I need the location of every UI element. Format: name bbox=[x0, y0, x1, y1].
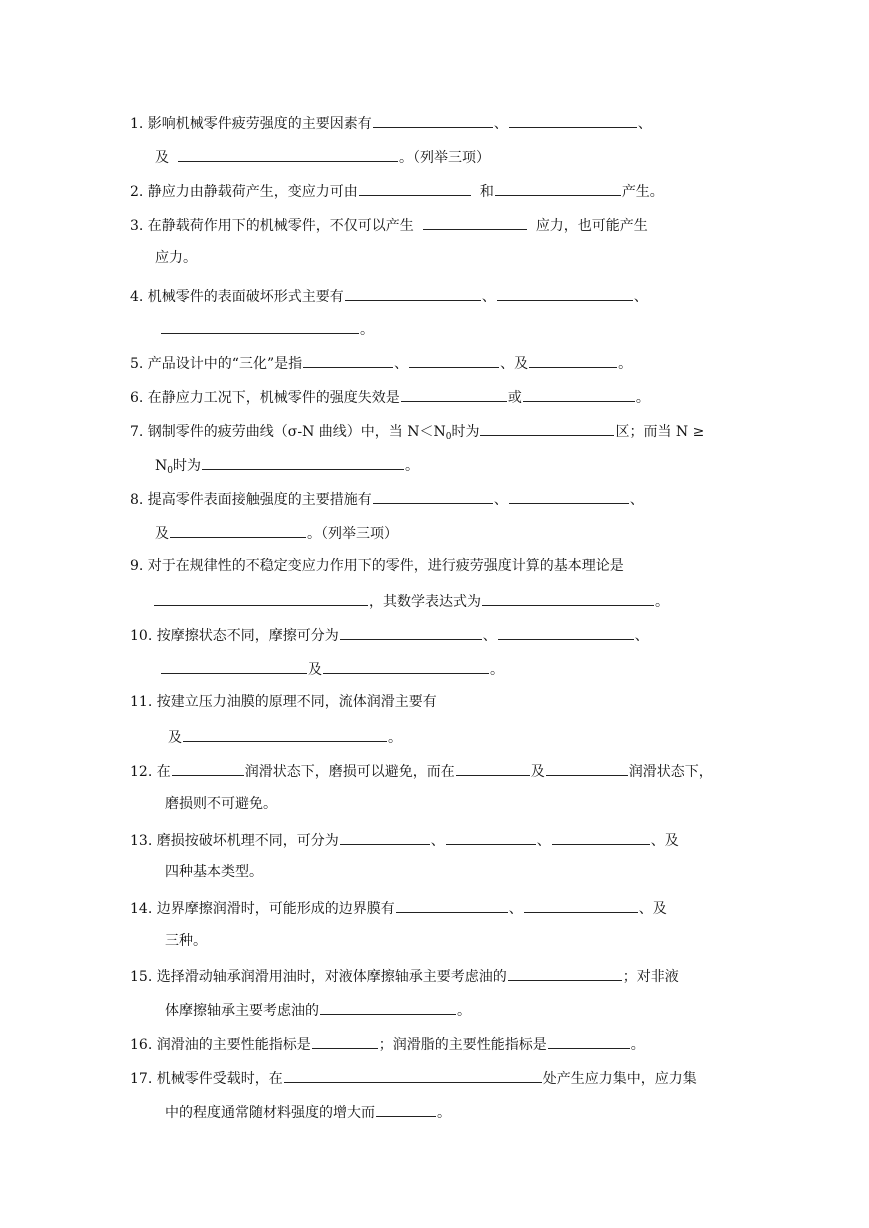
answer-blank[interactable] bbox=[401, 386, 507, 402]
question-11 bbox=[130, 692, 437, 712]
question-8: 8. 提高零件表面接触强度的主要措施有 、 、 bbox=[130, 488, 644, 508]
answer-blank[interactable] bbox=[456, 760, 530, 776]
question-2: 2. 静应力由静载荷产生，变应力可由 和 产生。 bbox=[130, 180, 664, 200]
answer-blank[interactable] bbox=[202, 454, 404, 470]
answer-blank[interactable] bbox=[396, 897, 508, 913]
question-15-text: 15. 选择滑动轴承润滑用油时，对液体摩擦轴承主要考虑油的 bbox=[130, 969, 507, 985]
answer-blank[interactable] bbox=[509, 112, 637, 128]
question-4: 4. 机械零件的表面破坏形式主要有 、 、 bbox=[130, 285, 648, 305]
answer-blank[interactable] bbox=[546, 760, 628, 776]
question-1: 1. 影响机械零件疲劳强度的主要因素有 、 、 bbox=[130, 112, 652, 132]
answer-blank[interactable] bbox=[409, 352, 499, 368]
answer-blank[interactable] bbox=[552, 829, 650, 845]
question-9-cont: ，其数学表达式为 。 bbox=[153, 590, 669, 610]
question-6-text: 6. 在静应力工况下，机械零件的强度失效是 bbox=[130, 390, 400, 406]
answer-blank[interactable] bbox=[183, 726, 387, 742]
answer-blank[interactable] bbox=[508, 965, 622, 981]
answer-blank[interactable] bbox=[497, 285, 633, 301]
question-3: 3. 在静载荷作用下的机械零件，不仅可以产生 应力，也可能产生 bbox=[130, 214, 648, 234]
question-8-text: 8. 提高零件表面接触强度的主要措施有 bbox=[130, 492, 372, 508]
answer-blank[interactable] bbox=[154, 590, 368, 606]
question-11-cont: 及 。 bbox=[168, 726, 402, 746]
question-12-text: 12. 在 bbox=[130, 764, 171, 780]
question-12-cont: 磨损则不可避免。 bbox=[165, 796, 277, 812]
answer-blank[interactable] bbox=[529, 352, 617, 368]
answer-blank[interactable] bbox=[340, 624, 482, 640]
answer-blank[interactable] bbox=[340, 829, 430, 845]
answer-blank[interactable] bbox=[423, 214, 527, 230]
answer-blank[interactable] bbox=[373, 488, 493, 504]
answer-blank[interactable] bbox=[548, 1033, 630, 1049]
answer-blank[interactable] bbox=[170, 522, 306, 538]
answer-blank[interactable] bbox=[524, 897, 638, 913]
question-4-text: 4. 机械零件的表面破坏形式主要有 bbox=[130, 289, 344, 305]
answer-blank[interactable] bbox=[498, 624, 634, 640]
question-16: 16. 润滑油的主要性能指标是 ；润滑脂的主要性能指标是 。 bbox=[130, 1033, 645, 1053]
answer-blank[interactable] bbox=[323, 658, 489, 674]
answer-blank[interactable] bbox=[495, 180, 621, 196]
answer-blank[interactable] bbox=[482, 590, 654, 606]
answer-blank[interactable] bbox=[446, 829, 536, 845]
question-5: 5. 产品设计中的“三化”是指 、 、及 。 bbox=[130, 352, 632, 372]
question-14-cont: 三种。 bbox=[165, 933, 207, 949]
question-9 bbox=[130, 556, 624, 576]
question-13-text: 13. 磨损按破坏机理不同，可分为 bbox=[130, 833, 339, 849]
question-12: 12. 在 润滑状态下，磨损可以避免，而在 及 润滑状态下， bbox=[130, 760, 713, 780]
question-4-cont: 。 bbox=[160, 318, 374, 338]
question-3-cont: 应力。 bbox=[155, 250, 197, 266]
answer-blank[interactable] bbox=[312, 1033, 378, 1049]
question-1-cont: 及 。（列举三项） bbox=[155, 146, 490, 166]
question-1-text: 1. 影响机械零件疲劳强度的主要因素有 bbox=[130, 116, 372, 132]
answer-blank[interactable] bbox=[523, 386, 635, 402]
answer-blank[interactable] bbox=[172, 760, 244, 776]
question-10: 10. 按摩擦状态不同，摩擦可分为 、 、 bbox=[130, 624, 649, 644]
answer-blank[interactable] bbox=[178, 146, 398, 162]
question-10-text: 10. 按摩擦状态不同，摩擦可分为 bbox=[130, 628, 339, 644]
answer-blank[interactable] bbox=[359, 180, 471, 196]
answer-blank[interactable] bbox=[376, 1101, 436, 1117]
question-5-text: 5. 产品设计中的“三化”是指 bbox=[130, 356, 303, 372]
question-13: 13. 磨损按破坏机理不同，可分为 、 、 、及 bbox=[130, 829, 679, 849]
question-14-text: 14. 边界摩擦润滑时，可能形成的边界膜有 bbox=[130, 901, 395, 917]
question-15: 15. 选择滑动轴承润滑用油时，对液体摩擦轴承主要考虑油的 ；对非液 bbox=[130, 965, 679, 985]
question-3-text: 3. 在静载荷作用下的机械零件，不仅可以产生 bbox=[130, 218, 414, 234]
question-10-cont: 及 。 bbox=[160, 658, 504, 678]
question-17: 17. 机械零件受载时，在 处产生应力集中，应力集 bbox=[130, 1067, 697, 1087]
question-13-cont: 四种基本类型。 bbox=[165, 864, 263, 880]
answer-blank[interactable] bbox=[161, 318, 359, 334]
question-17-text: 17. 机械零件受载时，在 bbox=[130, 1071, 283, 1087]
question-6: 6. 在静应力工况下，机械零件的强度失效是 或 。 bbox=[130, 386, 650, 406]
question-8-cont: 及 。（列举三项） bbox=[155, 522, 398, 542]
question-14: 14. 边界摩擦润滑时，可能形成的边界膜有 、 、及 bbox=[130, 897, 667, 917]
answer-blank[interactable] bbox=[509, 488, 629, 504]
question-9-text: 9. 对于在规律性的不稳定变应力作用下的零件，进行疲劳强度计算的基本理论是 bbox=[130, 558, 624, 574]
question-15-cont: 体摩擦轴承主要考虑油的 。 bbox=[165, 999, 471, 1019]
question-11-text: 11. 按建立压力油膜的原理不同，流体润滑主要有 bbox=[130, 694, 437, 710]
question-7-text: 7. 钢制零件的疲劳曲线（σ-N 曲线）中，当 N＜N bbox=[130, 424, 446, 440]
answer-blank[interactable] bbox=[161, 658, 307, 674]
answer-blank[interactable] bbox=[480, 420, 614, 436]
answer-blank[interactable] bbox=[373, 112, 493, 128]
answer-blank[interactable] bbox=[345, 285, 481, 301]
answer-blank[interactable] bbox=[303, 352, 393, 368]
question-17-cont: 中的程度通常随材料强度的增大而 。 bbox=[165, 1101, 451, 1121]
question-16-text: 16. 润滑油的主要性能指标是 bbox=[130, 1037, 311, 1053]
answer-blank[interactable] bbox=[320, 999, 456, 1015]
answer-blank[interactable] bbox=[284, 1067, 542, 1083]
question-2-text: 2. 静应力由静载荷产生，变应力可由 bbox=[130, 184, 358, 200]
question-7-cont: $N_0$时为 。 bbox=[155, 454, 419, 474]
question-7: 7. 钢制零件的疲劳曲线（σ-N 曲线）中，当 $N<N_0$时为 区；而当 N ≥ bbox=[130, 420, 704, 440]
